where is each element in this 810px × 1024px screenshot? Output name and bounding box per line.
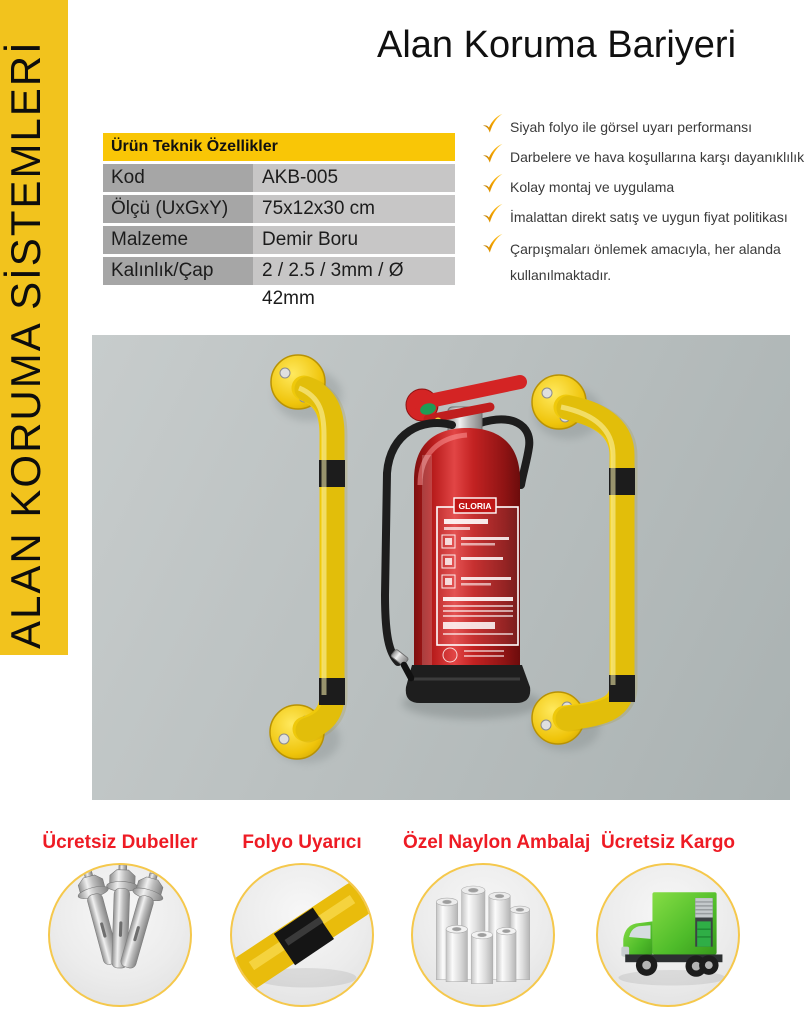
feature-item — [480, 236, 810, 288]
feature-item-text: Darbelere ve hava koşullarına karşı dayanıklılık — [510, 149, 805, 165]
bottom-feature-label: Ücretsiz Kargo — [600, 832, 736, 853]
product-photo — [92, 335, 790, 800]
spec-value: AKB-005 — [253, 164, 455, 192]
spec-table — [103, 133, 455, 309]
feature-item — [480, 176, 810, 198]
category-sidebar — [0, 0, 68, 655]
feature-item-text: İmalattan direkt satış ve uygun fiyat politikası — [510, 209, 788, 225]
fire-extinguisher — [385, 382, 530, 703]
gold-check-icon — [480, 232, 505, 259]
nylon-rolls-icon — [411, 863, 555, 1007]
table-row — [103, 257, 455, 309]
product-photo-illustration — [92, 335, 790, 800]
spec-label: Malzeme — [103, 226, 253, 254]
bottom-feature-label: Özel Naylon Ambalaj — [403, 832, 591, 853]
feature-item — [480, 116, 810, 138]
spec-table-header: Ürün Teknik Özellikler — [103, 133, 455, 161]
spec-label: Ölçü (UxGxY) — [103, 195, 253, 223]
bottom-feature-kargo — [588, 832, 748, 1007]
page-title: Alan Koruma Bariyeri — [377, 24, 737, 66]
spec-value: Demir Boru — [253, 226, 455, 254]
bottom-feature-label: Folyo Uyarıcı — [242, 832, 362, 853]
spec-label: Kalınlık/Çap — [103, 257, 253, 285]
anchor-bolts-icon — [48, 863, 192, 1007]
striped-tube-icon — [230, 863, 374, 1007]
table-row — [103, 164, 455, 192]
cargo-truck-icon — [596, 863, 740, 1007]
extinguisher-brand-text: GLORIA — [458, 501, 492, 511]
gold-check-icon — [480, 202, 505, 229]
feature-item — [480, 206, 810, 228]
category-sidebar-label: ALAN KORUMA SİSTEMLERİ — [2, 40, 49, 649]
bottom-feature-ambalaj — [403, 832, 591, 1007]
feature-item-text: Çarpışmaları önlemek amacıyla, her alanda kullanılmaktadır. — [510, 241, 781, 283]
bottom-feature-dubeller — [40, 832, 200, 1007]
gold-check-icon — [480, 142, 505, 169]
feature-item-text: Siyah folyo ile görsel uyarı performansı — [510, 119, 752, 135]
table-row — [103, 195, 455, 223]
feature-item-text: Kolay montaj ve uygulama — [510, 179, 675, 195]
spec-label: Kod — [103, 164, 253, 192]
spec-value: 2 / 2.5 / 3mm / Ø 42mm — [253, 257, 455, 285]
gold-check-icon — [480, 172, 505, 199]
bottom-feature-label: Ücretsiz Dubeller — [42, 832, 198, 853]
spec-value: 75x12x30 cm — [253, 195, 455, 223]
feature-item — [480, 146, 810, 168]
table-row — [103, 226, 455, 254]
bottom-feature-folyo — [222, 832, 382, 1007]
feature-list — [480, 116, 810, 296]
extinguisher-label — [437, 498, 518, 662]
gold-check-icon — [480, 112, 505, 139]
